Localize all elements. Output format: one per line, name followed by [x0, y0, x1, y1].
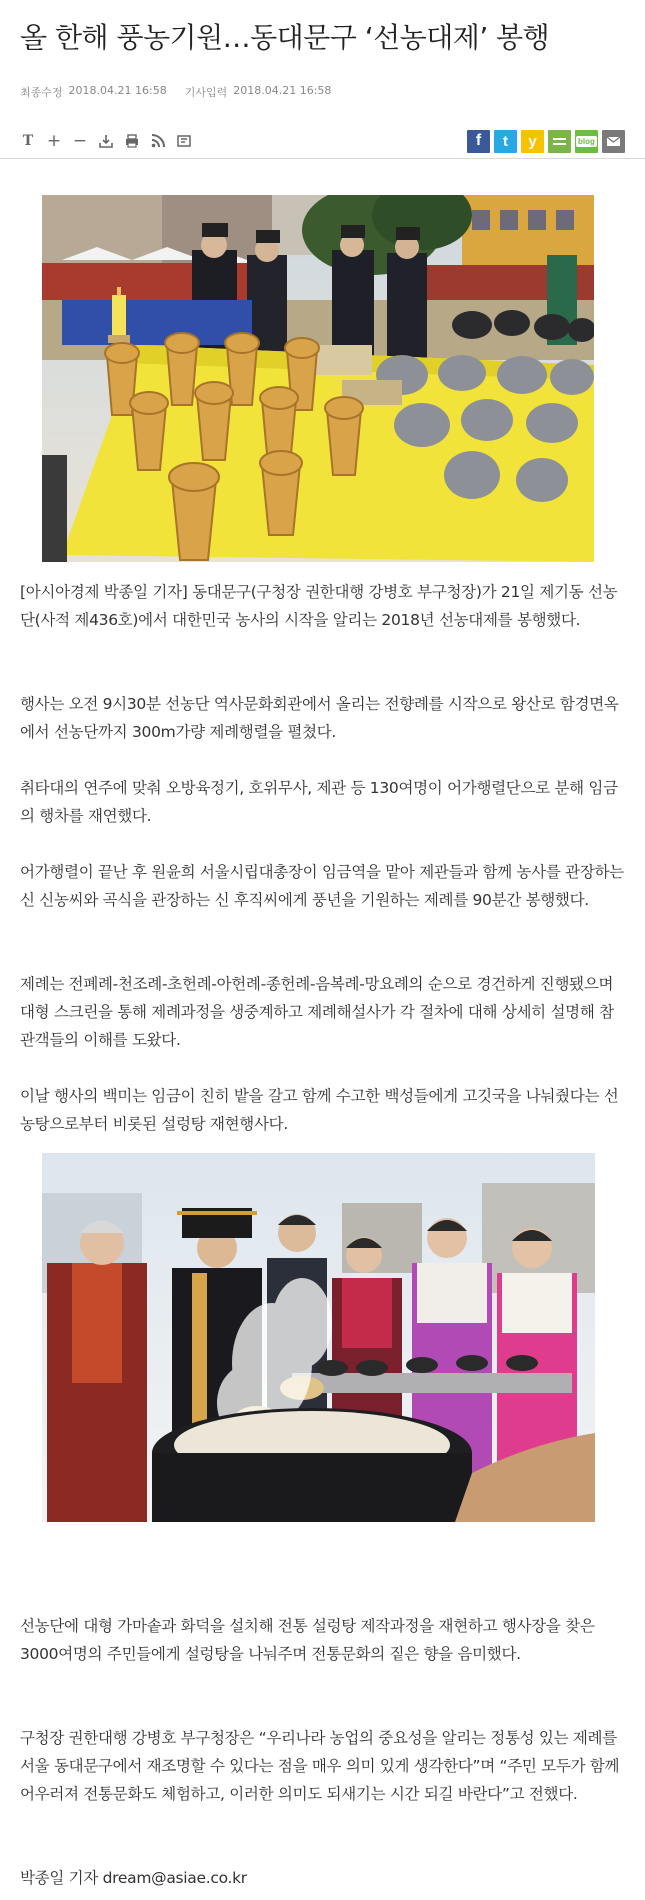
share-buttons	[467, 130, 625, 153]
ceremony-table-photo	[42, 195, 594, 562]
updated-value: 2018.04.21 16:58	[68, 84, 167, 97]
facebook-icon[interactable]: f	[467, 130, 490, 153]
updated-date	[20, 84, 167, 100]
body-paragraph-2: 행사는 오전 9시30분 선농단 역사문화회관에서 올리는 전향례를 시작으로 왕산로 함경면옥에서 선농단까지 300m가량 제례행렬을 펼쳤다.	[20, 695, 619, 741]
twitter-icon[interactable]: t	[494, 130, 517, 153]
body-paragraph-5: 제례는 전폐례-천조례-초헌례-아헌례-종헌례-음복례-망요례의 순으로 경건하게 진행됐으며 대형 스크린을 통해 제례과정을 생중계하고 제례해설사가 각 절차에 대해 상세히 설명해 참관객들의 이해를 도왔다.	[20, 975, 614, 1049]
published-date	[185, 84, 332, 100]
byline: 박종일 기자 dream@asiae.co.kr	[20, 1869, 247, 1887]
body-paragraph-1: [아시아경제 박종일 기자] 동대문구(구청장 권한대행 강병호 부구청장)가 21일 제기동 선농단(사적 제436호)에서 대한민국 농사의 시작을 알리는 2018년 선농대제를 봉행했다.	[20, 583, 618, 629]
article-dates	[20, 84, 625, 100]
band-icon[interactable]	[548, 130, 571, 153]
article-toolbar	[20, 128, 625, 154]
rss-icon[interactable]	[150, 133, 166, 149]
body-paragraph-6: 이날 행사의 백미는 임금이 친히 밭을 갈고 함께 수고한 백성들에게 고깃국을 나눠줬다는 선농탕으로부터 비롯된 설렁탕 재현행사다.	[20, 1087, 619, 1133]
font-enlarge-icon[interactable]: +	[46, 131, 62, 151]
seolleongtang-photo	[42, 1153, 595, 1522]
updated-label: 최종수정	[20, 86, 63, 99]
body-paragraph-8: 구청장 권한대행 강병호 부구청장은 “우리나라 농업의 중요성을 알리는 정통성 있는 제례를 서울 동대문구에서 재조명할 수 있다는 점을 매우 의미 있게 생각한다”며 “주민 모두가 함께 어우러져 전통문화도 체험하고, 이러한 의미도 되새기는 시간 되길 바란다”고 전했다.	[20, 1729, 620, 1803]
blog-icon[interactable]	[575, 130, 598, 153]
published-value: 2018.04.21 16:58	[233, 84, 332, 97]
email-icon[interactable]	[602, 130, 625, 153]
download-icon[interactable]	[98, 133, 114, 149]
published-label: 기사입력	[184, 86, 228, 99]
scrap-icon[interactable]	[176, 133, 192, 149]
kakaostory-icon[interactable]: y	[521, 130, 544, 153]
print-icon[interactable]	[124, 133, 140, 149]
article-header	[0, 0, 645, 154]
header-divider	[0, 158, 645, 159]
body-paragraph-4: 어가행렬이 끝난 후 원윤희 서울시립대총장이 임금역을 맡아 제관들과 함께 농사를 관장하는 신 신농씨와 곡식을 관장하는 신 후직씨에게 풍년을 기원하는 제례를 90분간 봉행했다.	[20, 863, 624, 909]
font-shrink-icon[interactable]: −	[72, 131, 88, 151]
font-type-icon[interactable]: T	[22, 133, 34, 149]
body-paragraph-3: 취타대의 연주에 맞춰 오방육정기, 호위무사, 제관 등 130여명이 어가행렬단으로 분해 임금의 행차를 재연했다.	[20, 779, 618, 825]
article-title: 올 한해 풍농기원…동대문구 ‘선농대제’ 봉행	[20, 21, 550, 54]
blog-icon-text: blog	[578, 136, 595, 146]
body-paragraph-7: 선농단에 대형 가마솥과 화덕을 설치해 전통 설렁탕 제작과정을 재현하고 행사장을 찾은 3000여명의 주민들에게 설렁탕을 나눠주며 전통문화의 짙은 향을 음미했다.	[20, 1617, 595, 1663]
article-tools	[20, 133, 192, 149]
